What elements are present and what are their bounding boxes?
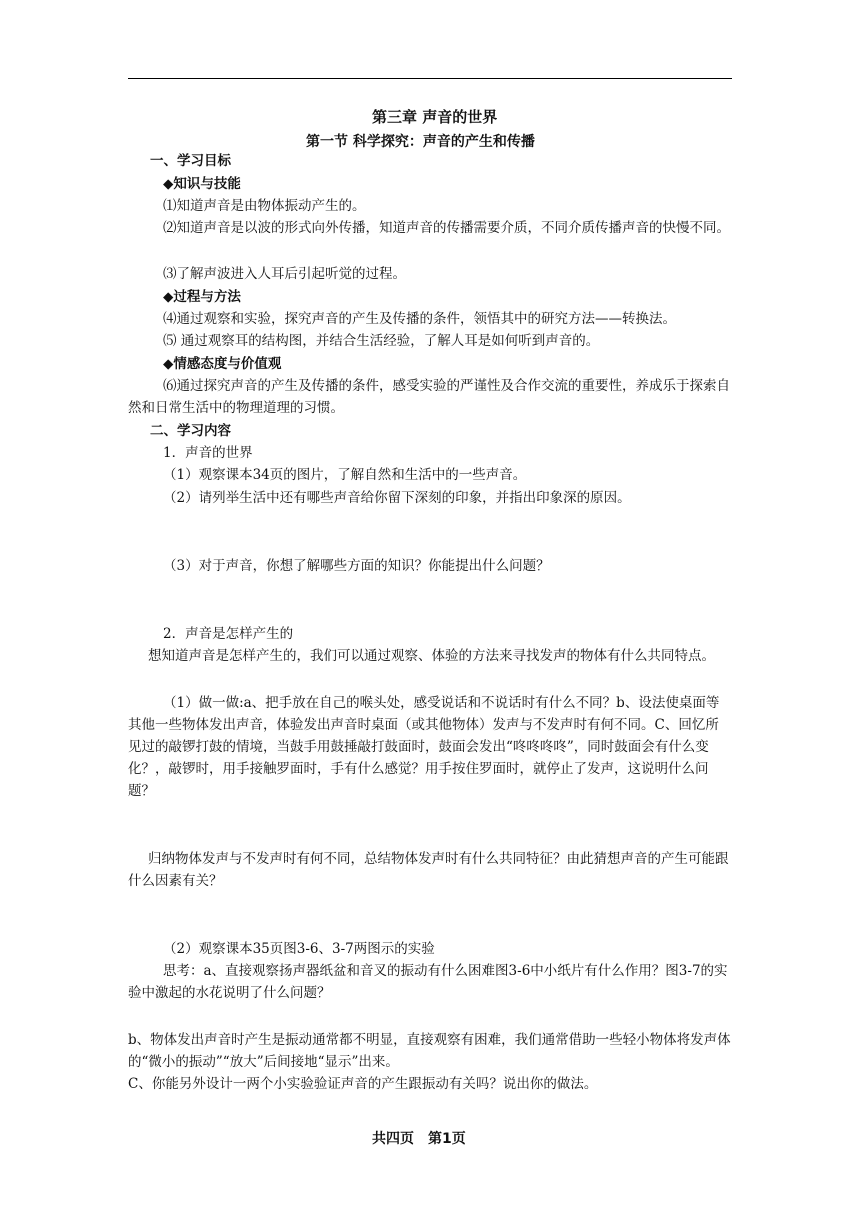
paragraph: （1）做一做:a、把手放在自己的喉头处，感受说话和不说话时有什么不同？b、设法使桌面等其他一些物体发出声音，体验发出声音时桌面（或其他物体）发声与不发声时有何不同。C、回忆所见过的敲锣打鼓的情境，当鼓手用鼓捶敲打鼓面时，鼓面会发出“咚咚咚咚”，同时鼓面会有什么变化？，敲锣时，用手接触罗面时，手有什么感觉？用手按住罗面时，就停止了发声，这说明什么问题？: [128, 695, 720, 799]
question: （2）请列举生活中还有哪些声音给你留下深刻的印象，并指出印象深的原因。: [163, 490, 631, 506]
section-title: 第一节 科学探究：声音的产生和传播: [306, 134, 535, 150]
paragraph: C、你能另外设计一两个小实验验证声音的产生跟振动有关吗？说出你的做法。: [128, 1076, 598, 1092]
page-footer: 共四页 第1页: [372, 1131, 466, 1147]
paragraph: 思考：a、直接观察扬声器纸盆和音叉的振动有什么困难图3-6中小纸片有什么作用？图3-7的实验中激起的水花说明了什么问题？: [128, 963, 728, 1001]
subsection-heading: 1．声音的世界: [163, 445, 253, 461]
objective-item: ⑶了解声波进入人耳后引起听觉的过程。: [163, 266, 406, 282]
paragraph: （2）观察课本35页图3-6、3-7两图示的实验: [163, 941, 435, 957]
objective-item: ⑴知道声音是由物体振动产生的。: [163, 198, 366, 214]
question: （1）观察课本34页的图片，了解自然和生活中的一些声音。: [163, 467, 527, 483]
objectives-heading: 一、学习目标: [150, 153, 231, 169]
question: （3）对于声音，你想了解哪些方面的知识？你能提出什么问题？: [163, 558, 550, 574]
objective-item: ⑵知道声音是以波的形式向外传播，知道声音的传播需要介质，不同介质传播声音的快慢不同。: [163, 220, 730, 236]
paragraph: b、物体发出声音时产生是振动通常都不明显，直接观察有困难，我们通常借助一些轻小物体将发声体的“微小的振动”“放大”后间接地“显示”出来。: [128, 1032, 731, 1070]
objective-item: ⑷通过观察和实验，探究声音的产生及传播的条件，领悟其中的研究方法——转换法。: [163, 311, 676, 327]
knowledge-heading: ◆知识与技能: [163, 176, 241, 192]
paragraph: 归纳物体发声与不发声时有何不同，总结物体发声时有什么共同特征？由此猜想声音的产生可能跟什么因素有关？: [128, 851, 729, 889]
attitude-heading: ◆情感态度与价值观: [163, 356, 282, 372]
paragraph: 想知道声音是怎样产生的，我们可以通过观察、体验的方法来寻找发声的物体有什么共同特点。: [148, 648, 715, 664]
content-heading: 二、学习内容: [150, 423, 231, 439]
process-heading: ◆过程与方法: [163, 289, 241, 305]
objective-item: ⑸ 通过观察耳的结构图，并结合生活经验，了解人耳是如何听到声音的。: [163, 333, 600, 349]
objective-item: ⑹通过探究声音的产生及传播的条件，感受实验的严谨性及合作交流的重要性，养成乐于探索自然和日常生活中的物理道理的习惯。: [128, 378, 730, 416]
header-rule: [128, 78, 732, 79]
chapter-title: 第三章 声音的世界: [372, 108, 498, 126]
subsection-heading: 2．声音是怎样产生的: [163, 626, 294, 642]
